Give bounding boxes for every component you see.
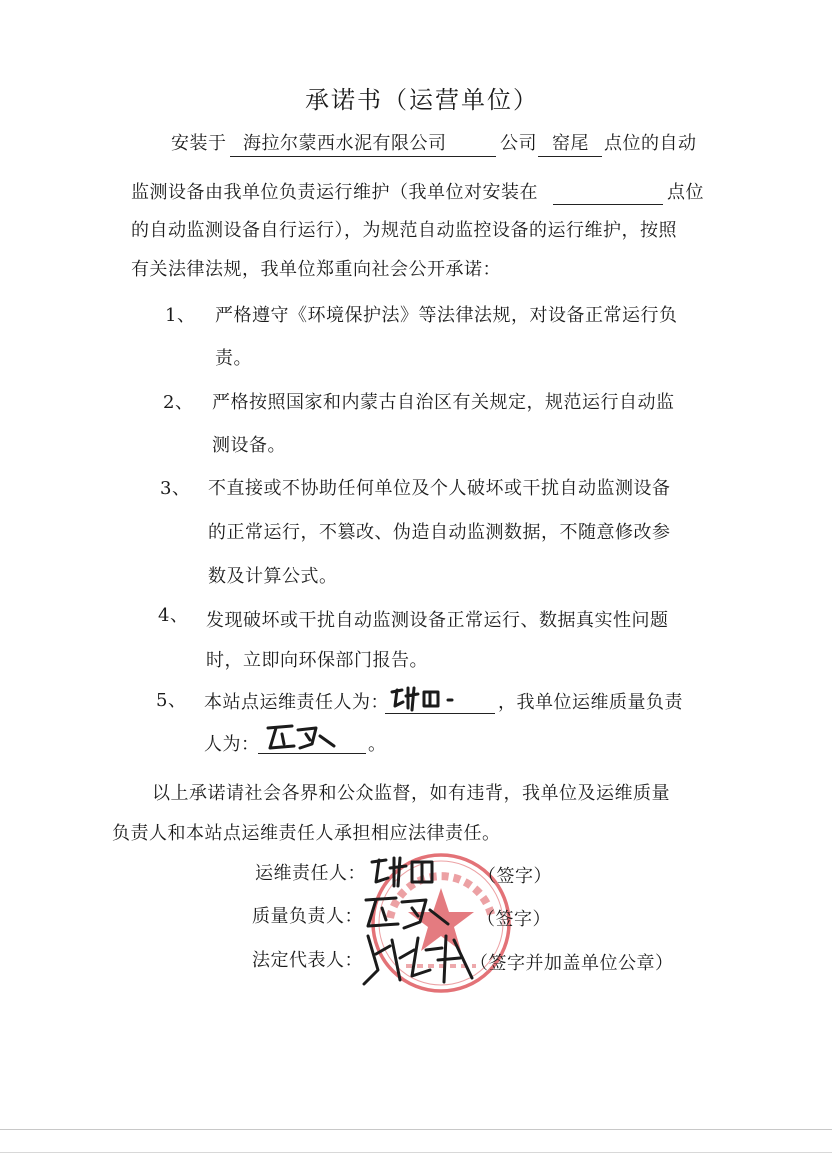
item-3-line1: 不直接或不协助任何单位及个人破坏或干扰自动监测设备: [208, 478, 671, 499]
item-1-number: 1、: [165, 305, 196, 326]
intro-line3: 的自动监测设备自行运行），为规范自动监控设备的运行维护，按照: [131, 220, 677, 241]
item-3-number: 3、: [160, 478, 191, 499]
scan-edge-line-2: [0, 1152, 832, 1153]
item-1-line1: 严格遵守《环境保护法》等法律法规，对设备正常运行负: [215, 305, 678, 326]
signature-operator-note: （签字）: [478, 866, 552, 887]
item-4-line2: 时，立即向环保部门报告。: [206, 650, 428, 671]
blank-point-underline: [553, 204, 663, 205]
item-5-line2-prefix: 人为：: [204, 734, 260, 755]
signature-quality-note: （签字）: [477, 909, 551, 930]
signature-legal-note: （签字并加盖单位公章）: [470, 953, 674, 974]
page-title: 承诺书（运营单位）: [305, 86, 539, 114]
item-5-line1-suffix: ，我单位运维质量负责: [498, 692, 683, 713]
item-5-line2-suffix: 。: [368, 734, 387, 755]
intro-line1-prefix: 安装于: [171, 133, 227, 154]
item-4-number: 4、: [158, 605, 189, 626]
legal-rep-signature: [356, 930, 486, 990]
item-1-line2: 责。: [215, 348, 252, 369]
item-4-line1: 发现破坏或干扰自动监测设备正常运行、数据真实性问题: [206, 610, 669, 631]
monitoring-point: 窑尾: [552, 133, 589, 154]
point-underline: [538, 156, 602, 157]
operator-signature: [366, 852, 476, 892]
scan-edge-line: [0, 1129, 832, 1130]
intro-line1-company-suffix: 公司: [500, 133, 537, 154]
closing-line1: 以上承诺请社会各界和公众监督，如有违背，我单位及运维质量: [152, 783, 670, 804]
item-5-number: 5、: [156, 690, 187, 711]
intro-line2-suffix: 点位: [667, 182, 704, 203]
item-2-line2: 测设备。: [212, 435, 286, 456]
closing-line2: 负责人和本站点运维责任人承担相应法律责任。: [112, 823, 501, 844]
item-2-line1: 严格按照国家和内蒙古自治区有关规定，规范运行自动监: [212, 392, 675, 413]
signature-quality-label: 质量负责人：: [252, 906, 363, 927]
item-3-line3: 数及计算公式。: [208, 566, 338, 587]
item-2-number: 2、: [163, 392, 194, 413]
quality-handwriting: [262, 722, 342, 754]
operator-handwriting: [388, 684, 484, 714]
item-3-line2: 的正常运行，不篡改、伪造自动监测数据，不随意修改参: [208, 522, 671, 543]
signature-operator-label: 运维责任人：: [255, 863, 366, 884]
intro-line4: 有关法律法规，我单位郑重向社会公开承诺：: [131, 259, 501, 280]
signature-legal-label: 法定代表人：: [252, 950, 363, 971]
intro-line1-suffix: 点位的自动: [604, 133, 697, 154]
item-5-line1-prefix: 本站点运维责任人为：: [204, 692, 389, 713]
intro-line2: 监测设备由我单位负责运行维护（我单位对安装在: [131, 182, 538, 203]
company-name: 海拉尔蒙西水泥有限公司: [243, 133, 447, 154]
company-underline: [230, 156, 496, 157]
